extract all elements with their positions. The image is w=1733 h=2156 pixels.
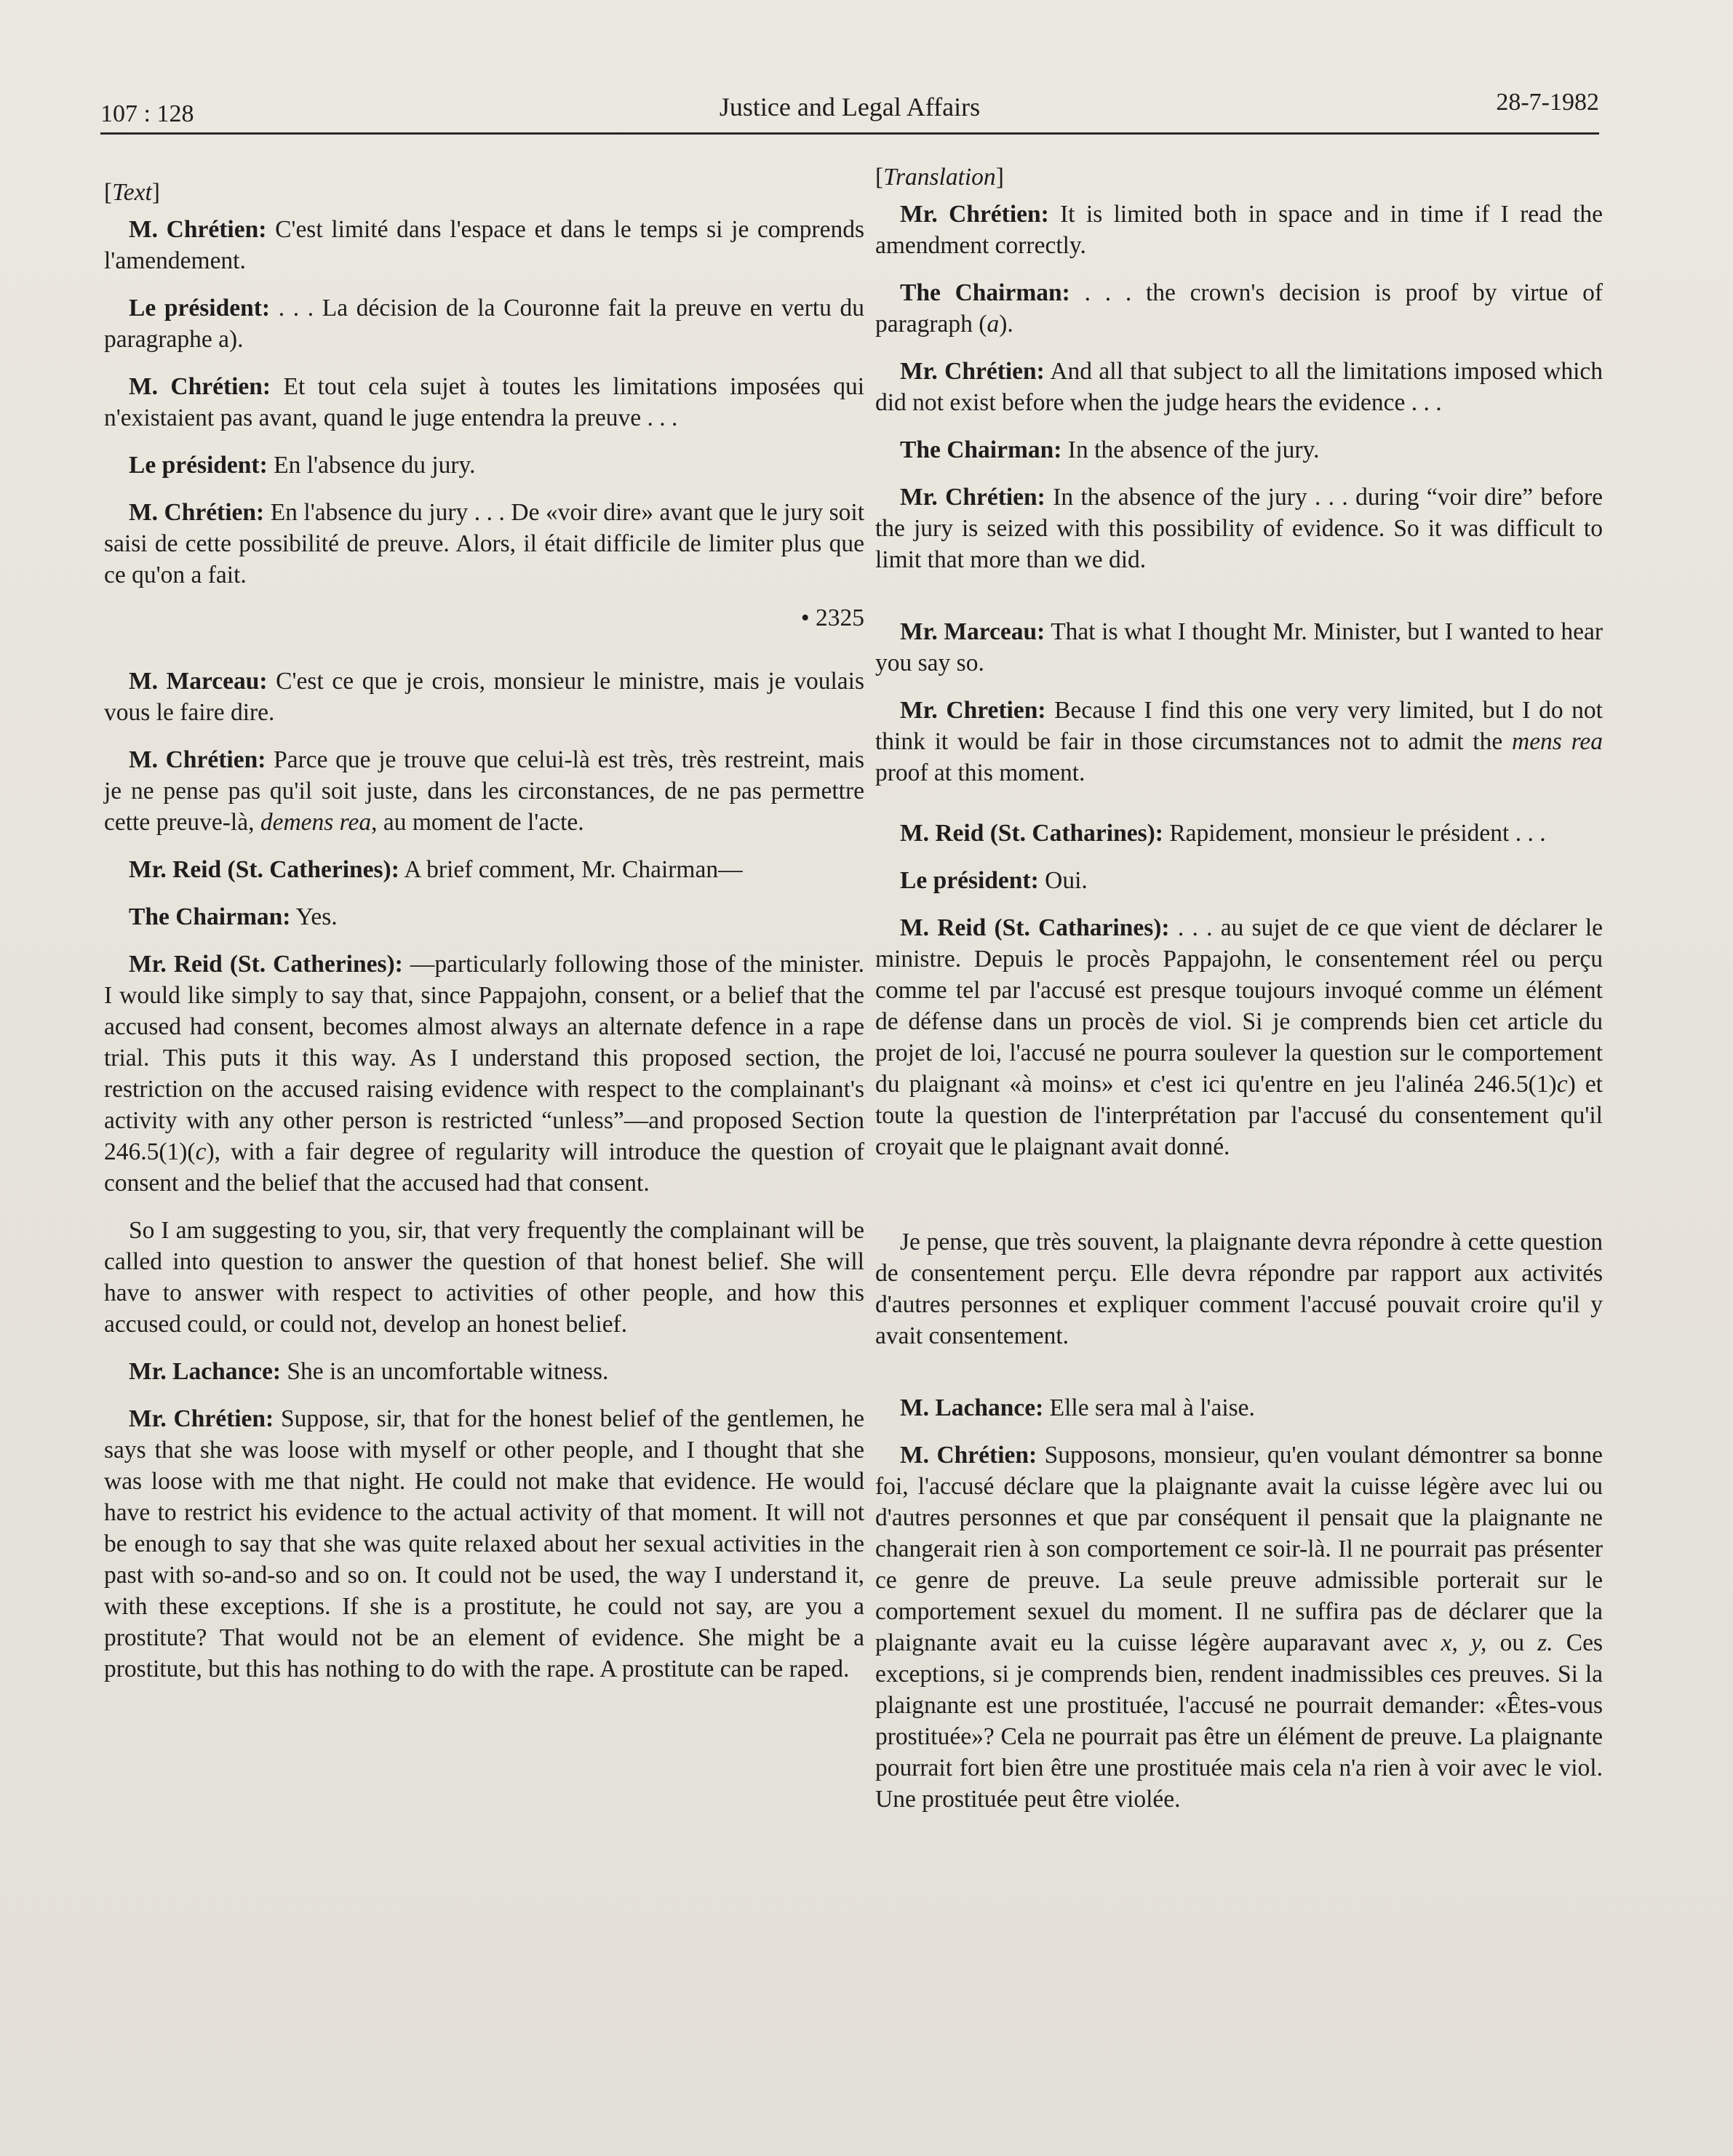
time-marker: • 2325 — [800, 604, 864, 631]
page-reference: 107 : 128 — [100, 100, 194, 127]
transcript-paragraph: The Chairman: . . . the crown's decision is proof by virtue of paragraph (a). — [875, 279, 1603, 338]
speaker-name: M. Chrétien: — [129, 373, 271, 400]
speaker-name: M. Chrétien: — [900, 1442, 1037, 1469]
running-title: Justice and Legal Affairs — [719, 92, 981, 121]
speaker-name: M. Lachance: — [900, 1394, 1044, 1421]
speaker-name: Mr. Chrétien: — [900, 201, 1049, 228]
speaker-name: Mr. Marceau: — [900, 618, 1045, 645]
speaker-name: M. Reid (St. Catharines): — [900, 820, 1163, 847]
transcript-paragraph: Mr. Chrétien: In the absence of the jury . . . during “voir dire” before the jury is seized with this possibility of evidence. So it was difficult to limit that more than we did. — [875, 484, 1603, 573]
section-label-text: [Text] — [104, 179, 160, 206]
transcript-paragraph: Le président: En l'absence du jury. — [129, 452, 476, 479]
page-header — [100, 70, 1599, 135]
transcript-paragraph: M. Chrétien: Parce que je trouve que celui-là est très, très restreint, mais je ne pense pas qu'il soit juste, dans les circonstances, de ne pas permettre cette preuve-là, demens rea, au moment de l'acte. — [104, 746, 864, 836]
transcript-paragraph: Mr. Lachance: She is an uncomfortable witness. — [129, 1358, 609, 1385]
page-date: 28-7-1982 — [1496, 89, 1599, 116]
speaker-name: Le président: — [900, 867, 1039, 894]
right-column — [875, 161, 1603, 1831]
transcript-paragraph: M. Marceau: C'est ce que je crois, monsieur le ministre, mais je voulais vous le faire dire. — [104, 668, 864, 726]
left-column — [104, 177, 864, 1701]
speaker-name: Le président: — [129, 295, 271, 322]
transcript-paragraph: Mr. Marceau: That is what I thought Mr. Minister, but I wanted to hear you say so. — [875, 618, 1603, 676]
transcript-paragraph: M. Reid (St. Catharines): Rapidement, monsieur le président . . . — [900, 820, 1546, 847]
speaker-name: Mr. Chretien: — [900, 697, 1046, 724]
transcript-paragraph: Mr. Reid (St. Catherines): —particularly following those of the minister. I would like simply to say that, since Pappajohn, consent, or a belief that the accused had consent, becomes almost always an alternate defence in a rape trial. This puts it this way. As I understand this proposed section, the restriction on the accused raising evidence with respect to the complainant's activity with any other person is restricted “unless”—and proposed Section 246.5(1)(c), with a fair degree of regularity will introduce the question of consent and the belief that the accused had that consent. — [104, 951, 865, 1197]
speaker-name: Le président: — [129, 452, 268, 479]
speaker-name: Mr. Chrétien: — [129, 1405, 274, 1432]
speaker-name: Mr. Reid (St. Catherines): — [129, 856, 399, 883]
transcript-paragraph: Mr. Chrétien: And all that subject to all the limitations imposed which did not exist before when the judge hears the evidence . . . — [875, 358, 1603, 416]
transcript-paragraph: Le président: Oui. — [900, 867, 1088, 894]
transcript-paragraph: The Chairman: In the absence of the jury. — [900, 436, 1320, 463]
section-label-translation: [Translation] — [875, 164, 1004, 191]
speaker-name: M. Chrétien: — [129, 499, 265, 526]
transcript-paragraph: Mr. Chretien: Because I find this one very very limited, but I do not think it would be fair in those circumstances not to admit the mens rea proof at this moment. — [875, 697, 1603, 786]
transcript-paragraph: Mr. Chrétien: It is limited both in space and in time if I read the amendment correctly. — [875, 201, 1603, 259]
transcript-paragraph: M. Chrétien: Supposons, monsieur, qu'en voulant démontrer sa bonne foi, l'accusé déclare que la plaignante avait la cuisse légère avec lui ou d'autres personnes et que par conséquent il pensait que la plaignante ne changerait rien à son comportement ce soir-là. Il ne pourrait pas présenter ce genre de preuve. La seule preuve admissible porterait sur le comportement sexuel du moment. Il ne suffira pas de déclarer que la plaignante avait eu la cuisse légère auparavant avec x, y, ou z. Ces exceptions, si je comprends bien, rendent inadmissibles ces preuves. Si la plaignante est une prostituée, l'accusé ne pourrait demander: «Êtes-vous prostituée»? Cela ne pourrait pas être un élément de preuve. La plaignante pourrait fort bien être une prostituée mais cela n'a rien à voir avec le viol. Une prostituée peut être violée. — [875, 1442, 1603, 1813]
speaker-name: Mr. Reid (St. Catherines): — [129, 951, 403, 978]
speaker-name: M. Chrétien: — [129, 216, 267, 243]
transcript-paragraph: M. Chrétien: En l'absence du jury . . . De «voir dire» avant que le jury soit saisi de cette possibilité de preuve. Alors, il était difficile de limiter plus que ce qu'on a fait. — [104, 499, 865, 588]
speaker-name: M. Chrétien: — [129, 746, 266, 773]
speaker-name: Mr. Chrétien: — [900, 358, 1045, 385]
speaker-name: The Chairman: — [129, 903, 291, 930]
transcript-paragraph: So I am suggesting to you, sir, that very frequently the complainant will be called into question to answer the question of that honest belief. She will have to answer with respect to activities of other people, and how this accused could, or could not, develop an honest belief. — [104, 1217, 864, 1338]
speaker-name: Mr. Chrétien: — [900, 484, 1045, 511]
speaker-name: M. Marceau: — [129, 668, 268, 695]
transcript-paragraph: Mr. Chrétien: Suppose, sir, that for the honest belief of the gentlemen, he says that she was loose with myself or other people, and I thought that she was loose with me that night. He could not make that evidence. He would have to restrict his evidence to the actual activity of that moment. It will not be enough to say that she was quite relaxed about her sexual activities in the past with so-and-so and so on. It could not be used, the way I understand it, with these exceptions. If she is a prostitute, he could not say, are you a prostitute? That would not be an element of evidence. She might be a prostitute, but this has nothing to do with the rape. A prostitute can be raped. — [104, 1405, 864, 1682]
transcript-paragraph: Le président: . . . La décision de la Couronne fait la preuve en vertu du paragraphe a). — [104, 295, 865, 353]
transcript-paragraph: M. Chrétien: C'est limité dans l'espace et dans le temps si je comprends l'amendement. — [104, 216, 864, 274]
transcript-paragraph: Mr. Reid (St. Catherines): A brief comment, Mr. Chairman— — [129, 856, 743, 883]
speaker-name: The Chairman: — [900, 279, 1070, 306]
transcript-paragraph: The Chairman: Yes. — [129, 903, 338, 930]
transcript-paragraph: Je pense, que très souvent, la plaignante devra répondre à cette question de consentement perçu. Elle devra répondre par rapport aux activités d'autres personnes et expliquer comment l'accusé pouvait croire qu'il y avait consentement. — [875, 1229, 1603, 1349]
transcript-paragraph: M. Chrétien: Et tout cela sujet à toutes les limitations imposées qui n'existaient pas avant, quand le juge entendra la preuve . . . — [104, 373, 865, 431]
transcript-paragraph: M. Reid (St. Catharines): . . . au sujet de ce que vient de déclarer le ministre. Depuis le procès Pappajohn, le consentement réel ou perçu comme tel par l'accusé est presque toujours invoqué comme un élément de défense dans un procès de viol. Si je comprends bien cet article du projet de loi, l'accusé ne pourra soulever la question sur le comportement du plaignant «à moins» et c'est ici qu'entre en jeu l'alinéa 246.5(1)c) et toute la question de l'interprétation par l'accusé du consentement qu'il croyait que le plaignant avait donné. — [875, 914, 1603, 1160]
speaker-name: M. Reid (St. Catharines): — [900, 914, 1170, 941]
transcript-paragraph: M. Lachance: Elle sera mal à l'aise. — [900, 1394, 1255, 1421]
speaker-name: Mr. Lachance: — [129, 1358, 282, 1385]
speaker-name: The Chairman: — [900, 436, 1062, 463]
